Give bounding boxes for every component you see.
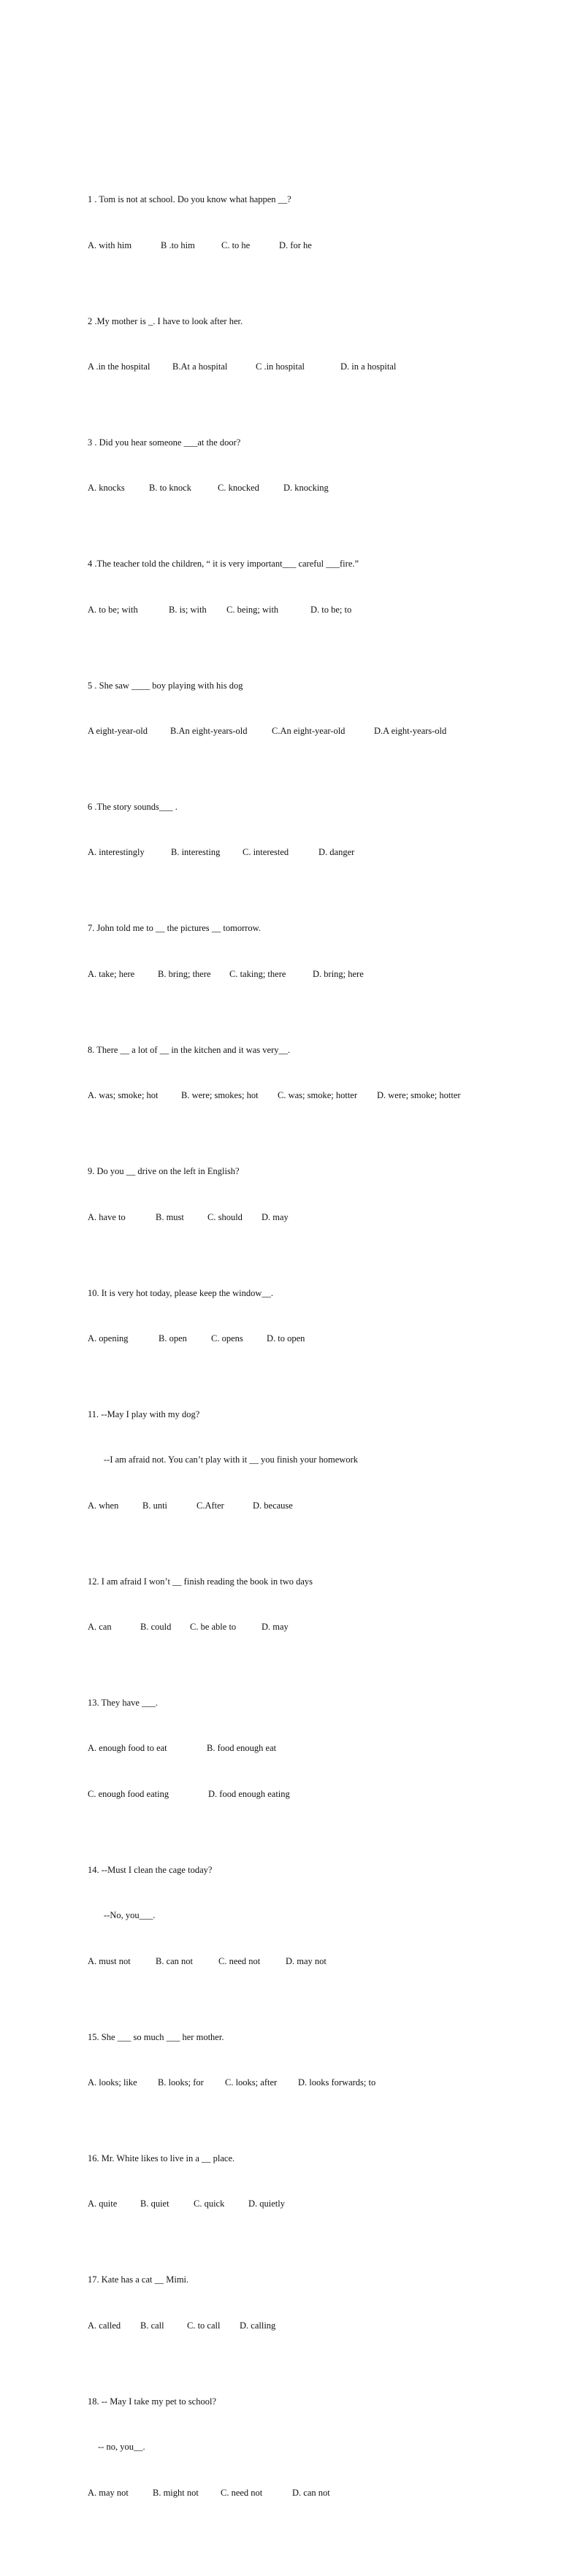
question-7-options (88, 967, 541, 982)
question-12-stem: 12. I am afraid I won’t __ finish reading the book in two days (88, 1576, 313, 1587)
question-13-options-row1 (88, 1741, 541, 1756)
question-18-stem: 18. -- May I take my pet to school? (88, 2396, 216, 2407)
option-d: D. to open (267, 1333, 305, 1343)
question-list (88, 131, 541, 2546)
question-8-options (88, 1088, 541, 1103)
question-16-stem: 16. Mr. White likes to live in a __ place. (88, 2153, 235, 2163)
option-d: D. for he (279, 239, 312, 250)
option-b: B. might not (153, 2487, 199, 2498)
option-c: C. should (207, 1211, 243, 1222)
option-d: D. may (262, 1211, 289, 1222)
option-d: D. looks forwards; to (298, 2077, 376, 2088)
option-a: A. to be; with (88, 604, 138, 615)
option-c: C. was; smoke; hotter (278, 1090, 358, 1101)
question-14-reply: --No, you___. (104, 1910, 156, 1921)
option-c: C. need not (221, 2487, 263, 2498)
option-a: A. can (88, 1622, 112, 1633)
question-5-options (88, 724, 541, 739)
question-2-options (88, 359, 541, 375)
question-7-stem: 7. John told me to __ the pictures __ tomorrow. (88, 923, 262, 934)
question-1-stem: 1 . Tom is not at school. Do you know what happen __? (88, 194, 291, 205)
option-a: A. with him (88, 239, 132, 250)
option-b: B. were; smokes; hot (181, 1090, 259, 1101)
option-a: A. enough food to eat (88, 1743, 167, 1754)
question-11-reply: --I am afraid not. You can’t play with it __ you finish your homework (104, 1454, 358, 1465)
question-3-stem: 3 . Did you hear someone ___at the door? (88, 437, 241, 448)
option-d: D. may (262, 1622, 289, 1633)
option-b: B. must (156, 1211, 184, 1222)
question-15-stem: 15. She ___ so much ___ her mother. (88, 2031, 224, 2042)
question-1-options (88, 238, 541, 253)
option-a: A. may not (88, 2487, 129, 2498)
option-d: D. calling (240, 2320, 276, 2331)
option-b: B.At a hospital (172, 361, 228, 372)
question-18-options (88, 2485, 541, 2501)
option-a: A. opening (88, 1333, 129, 1343)
question-5-stem: 5 . She saw ____ boy playing with his dog (88, 680, 243, 691)
option-a: A. quite (88, 2199, 118, 2209)
question-13-options-row2 (88, 1787, 541, 1802)
question-3-options (88, 480, 541, 496)
question-4-stem: 4 .The teacher told the children, “ it is very important___ careful ___fire.” (88, 559, 359, 570)
option-d: D. quietly (248, 2199, 285, 2209)
option-d: D. because (253, 1500, 293, 1511)
option-d: D. were; smoke; hotter (377, 1090, 461, 1101)
option-b: B. to knock (149, 483, 191, 494)
option-a: A. knocks (88, 483, 125, 494)
question-8-stem: 8. There __ a lot of __ in the kitchen and it was very__. (88, 1044, 291, 1055)
option-b: B. interesting (171, 847, 221, 858)
option-c: C .in hospital (256, 361, 305, 372)
option-a: A. called (88, 2320, 121, 2331)
option-c: C. knocked (218, 483, 259, 494)
question-2-stem: 2 .My mother is _. I have to look after her. (88, 315, 243, 326)
option-b: B. could (140, 1622, 172, 1633)
option-a: A. looks; like (88, 2077, 137, 2088)
option-c: C. need not (218, 1955, 261, 1966)
option-a: A. have to (88, 1211, 126, 1222)
question-17-options (88, 2318, 541, 2334)
option-c: C. opens (211, 1333, 243, 1343)
question-14-stem: 14. --Must I clean the cage today? (88, 1864, 213, 1875)
option-c: C. looks; after (225, 2077, 278, 2088)
question-11-options (88, 1498, 541, 1514)
option-d: D. can not (292, 2487, 330, 2498)
question-9-stem: 9. Do you __ drive on the left in English? (88, 1166, 240, 1177)
question-18-reply: -- no, you__. (98, 2442, 145, 2453)
question-12-options (88, 1619, 541, 1635)
option-b: B.An eight-years-old (170, 726, 248, 737)
option-d: D. food enough eating (208, 1788, 290, 1799)
question-13-stem: 13. They have ___. (88, 1698, 158, 1709)
option-c: C. enough food eating (88, 1788, 169, 1799)
option-c: C. be able to (190, 1622, 237, 1633)
question-10-options (88, 1331, 541, 1346)
option-a: A. when (88, 1500, 119, 1511)
option-c: C. being; with (226, 604, 279, 615)
option-b: B. quiet (140, 2199, 169, 2209)
option-b: B. is; with (169, 604, 207, 615)
option-b: B. can not (156, 1955, 194, 1966)
option-c: C.An eight-year-old (272, 726, 346, 737)
option-c: C. to he (221, 239, 251, 250)
question-14-options (88, 1954, 541, 1969)
question-15-options (88, 2075, 541, 2090)
option-d: D. may not (286, 1955, 327, 1966)
option-b: B. looks; for (158, 2077, 204, 2088)
option-d: D. knocking (283, 483, 329, 494)
option-c: C.After (196, 1500, 224, 1511)
option-a: A eight-year-old (88, 726, 148, 737)
option-b: B. unti (142, 1500, 168, 1511)
option-d: D. to be; to (310, 604, 352, 615)
option-b: B .to him (161, 239, 195, 250)
question-4-options (88, 602, 541, 618)
option-b: B. call (140, 2320, 164, 2331)
option-b: B. open (159, 1333, 187, 1343)
option-b: B. bring; there (158, 968, 211, 979)
question-11-stem: 11. --May I play with my dog? (88, 1408, 200, 1419)
option-c: C. interested (243, 847, 289, 858)
option-d: D.A eight-years-old (374, 726, 447, 737)
question-6-stem: 6 .The story sounds___ . (88, 802, 178, 813)
question-17-stem: 17. Kate has a cat __ Mimi. (88, 2274, 189, 2285)
option-c: C. taking; there (229, 968, 286, 979)
option-d: D. in a hospital (340, 361, 397, 372)
question-16-options (88, 2196, 541, 2212)
question-6-options (88, 845, 541, 860)
option-a: A. interestingly (88, 847, 145, 858)
question-10-stem: 10. It is very hot today, please keep the window__. (88, 1287, 273, 1298)
option-b: B. food enough eat (207, 1743, 277, 1754)
option-c: C. quick (194, 2199, 225, 2209)
option-a: A .in the hospital (88, 361, 150, 372)
option-d: D. danger (318, 847, 355, 858)
option-a: A. must not (88, 1955, 131, 1966)
option-c: C. to call (187, 2320, 221, 2331)
option-d: D. bring; here (313, 968, 364, 979)
option-a: A. take; here (88, 968, 135, 979)
question-9-options (88, 1210, 541, 1225)
option-a: A. was; smoke; hot (88, 1090, 159, 1101)
